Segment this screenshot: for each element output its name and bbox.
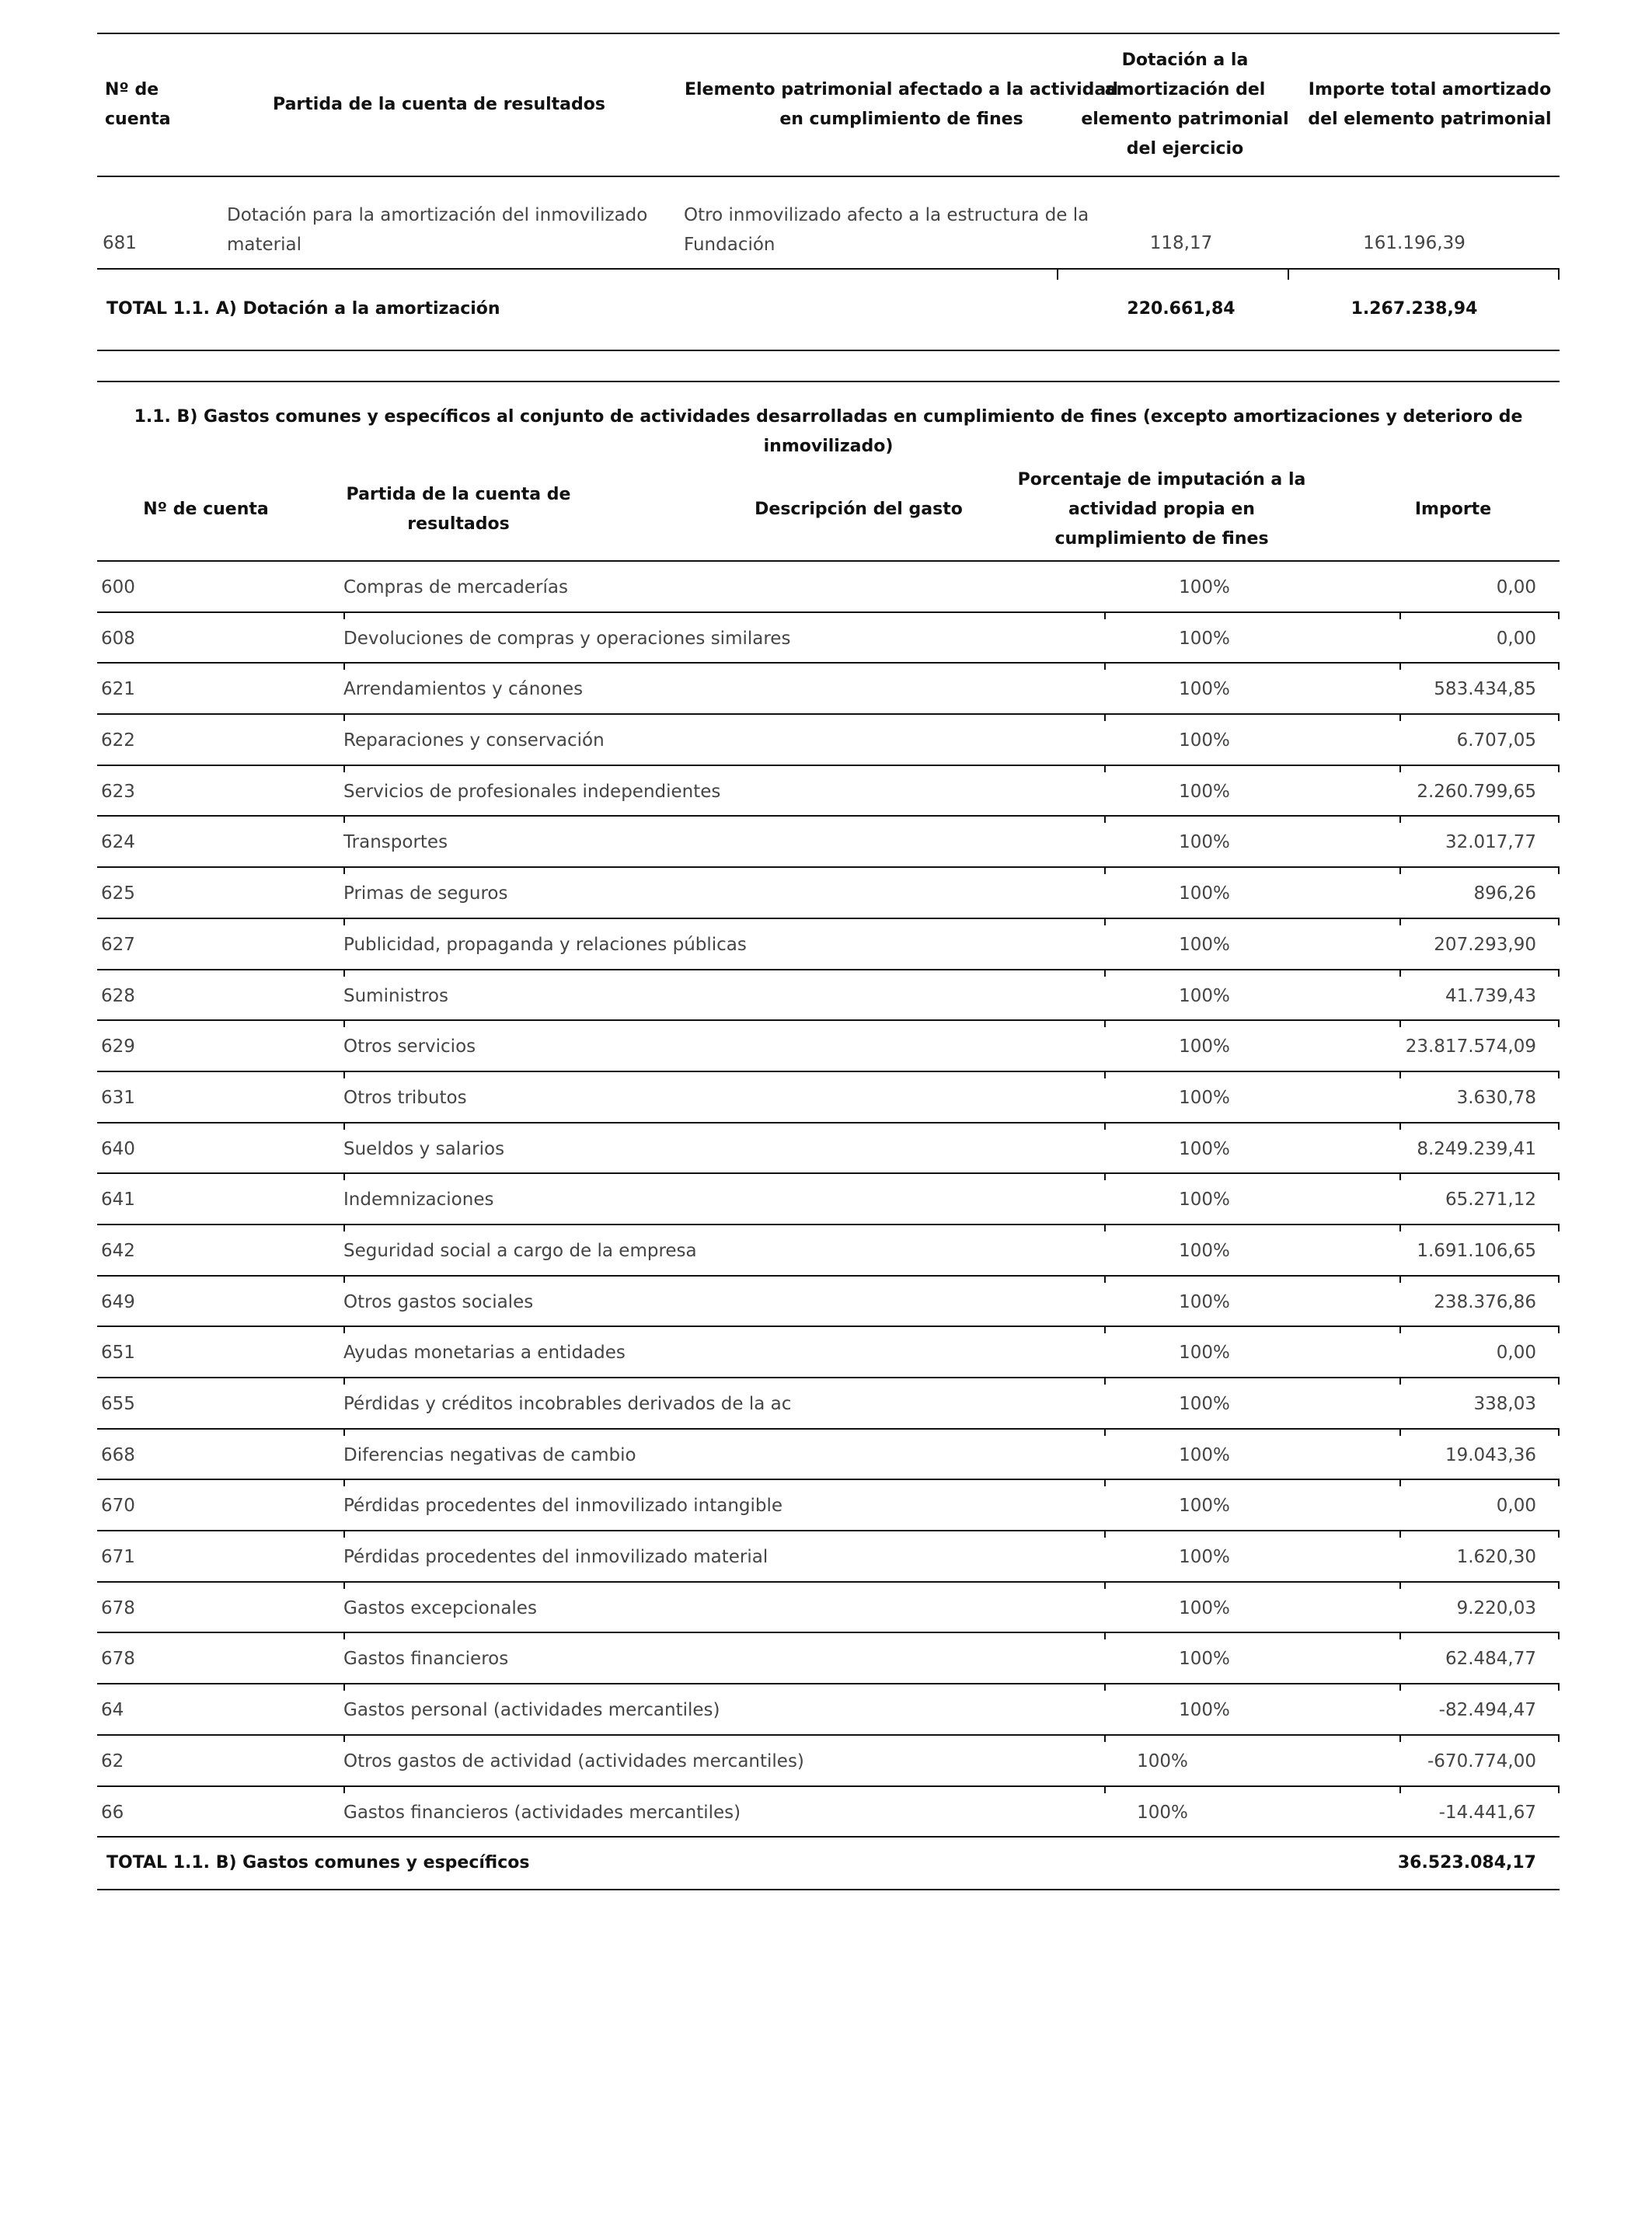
- column-divider-tick: [343, 1172, 345, 1180]
- cell-porcentaje: 100%: [1179, 832, 1230, 853]
- column-divider-tick: [1104, 866, 1106, 874]
- column-divider-tick: [1104, 815, 1106, 823]
- column-divider-tick: [1558, 1122, 1560, 1130]
- cell-importe: 207.293,90: [1434, 934, 1536, 955]
- table-row: [97, 1684, 1560, 1736]
- cell-importe: 0,00: [1496, 1343, 1536, 1364]
- column-divider-tick: [343, 1377, 345, 1385]
- column-divider-tick: [343, 1224, 345, 1231]
- column-divider-tick: [343, 1122, 345, 1130]
- column-divider-tick: [1558, 1071, 1560, 1078]
- column-divider-tick: [343, 662, 345, 670]
- column-divider-tick: [1104, 1530, 1106, 1538]
- table-row: [97, 1583, 1560, 1634]
- expenses-table: [97, 459, 1560, 1890]
- cell-partida: Suministros: [343, 985, 448, 1006]
- table-row: [97, 1225, 1560, 1277]
- cell-partida: Otros servicios: [343, 1036, 476, 1057]
- header-cuenta: Nº de cuenta: [143, 500, 269, 519]
- expenses-table-header: [97, 459, 1560, 562]
- column-divider-tick: [1104, 713, 1106, 721]
- column-divider-tick: [1104, 765, 1106, 772]
- column-divider-tick: [1558, 1275, 1560, 1283]
- column-divider-tick: [1104, 1071, 1106, 1078]
- table-row: [97, 970, 1560, 1022]
- column-divider-tick: [343, 1785, 345, 1793]
- column-divider-tick: [343, 815, 345, 823]
- column-divider-tick: [343, 1326, 345, 1333]
- column-divider-tick: [343, 1530, 345, 1538]
- column-divider-tick: [1399, 1224, 1401, 1231]
- column-divider-tick: [1558, 1632, 1560, 1639]
- column-divider-tick: [1288, 269, 1289, 280]
- table-row: [97, 1277, 1560, 1328]
- table-row: [97, 1021, 1560, 1072]
- cell-cuenta: 681: [103, 233, 137, 253]
- cell-importe: -82.494,47: [1438, 1700, 1536, 1721]
- table-row: [97, 1327, 1560, 1378]
- expenses-section: [97, 381, 1560, 1873]
- cell-partida: Transportes: [343, 832, 448, 853]
- column-divider-tick: [1399, 969, 1401, 977]
- cell-cuenta: 651: [101, 1343, 135, 1364]
- column-divider-tick: [1558, 662, 1560, 670]
- cell-partida: Sueldos y salarios: [343, 1138, 505, 1159]
- header-elemento: Elemento patrimonial afectado a la actividad en cumplimiento de fines: [684, 80, 1119, 129]
- table-row: [97, 1072, 1560, 1123]
- column-divider-tick: [1399, 1122, 1401, 1130]
- column-divider-tick: [343, 1734, 345, 1742]
- cell-importe: 0,00: [1496, 628, 1536, 649]
- table-row: [97, 817, 1560, 868]
- cell-cuenta: 649: [101, 1291, 135, 1312]
- column-divider-tick: [1399, 1632, 1401, 1639]
- cell-importe: 65.271,12: [1445, 1190, 1536, 1211]
- cell-cuenta: 668: [101, 1444, 135, 1465]
- column-divider-tick: [343, 1428, 345, 1436]
- header-importe-total: Importe total amortizado del elemento patrimonial: [1308, 80, 1552, 129]
- column-divider-tick: [343, 1275, 345, 1283]
- cell-importe: 896,26: [1473, 883, 1536, 904]
- table-row: [97, 177, 1560, 270]
- cell-porcentaje: 100%: [1179, 985, 1230, 1006]
- cell-cuenta: 678: [101, 1649, 135, 1670]
- column-divider-tick: [343, 918, 345, 925]
- column-divider-tick: [1558, 1479, 1560, 1486]
- column-divider-tick: [1558, 1019, 1560, 1027]
- cell-partida: Seguridad social a cargo de la empresa: [343, 1240, 697, 1261]
- column-divider-tick: [1104, 1377, 1106, 1385]
- column-divider-tick: [1104, 969, 1106, 977]
- cell-importe: 19.043,36: [1445, 1444, 1536, 1465]
- cell-partida: Otros tributos: [343, 1087, 467, 1108]
- cell-importe: 2.260.799,65: [1417, 781, 1536, 802]
- cell-cuenta: 670: [101, 1496, 135, 1517]
- column-divider-tick: [1399, 1581, 1401, 1589]
- cell-partida: Pérdidas procedentes del inmovilizado material: [343, 1547, 768, 1568]
- column-divider-tick: [1104, 1275, 1106, 1283]
- cell-importe-total: 161.196,39: [1363, 233, 1466, 253]
- column-divider-tick: [1558, 866, 1560, 874]
- column-divider-tick: [343, 1632, 345, 1639]
- column-divider-tick: [1104, 662, 1106, 670]
- cell-cuenta: 678: [101, 1597, 135, 1618]
- column-divider-tick: [1399, 1019, 1401, 1027]
- header-cuenta: Nº de cuenta: [105, 80, 171, 129]
- column-divider-tick: [343, 713, 345, 721]
- cell-importe: 0,00: [1496, 577, 1536, 597]
- cell-partida: Primas de seguros: [343, 883, 508, 904]
- cell-importe: 62.484,77: [1445, 1649, 1536, 1670]
- cell-dotacion: 118,17: [1149, 233, 1213, 253]
- column-divider-tick: [1399, 1326, 1401, 1333]
- column-divider-tick: [1104, 1683, 1106, 1691]
- cell-porcentaje: 100%: [1179, 1190, 1230, 1211]
- column-divider-tick: [1399, 1275, 1401, 1283]
- table-row: [97, 664, 1560, 715]
- column-divider-tick: [343, 1071, 345, 1078]
- table-row: [97, 1480, 1560, 1531]
- column-divider-tick: [1558, 713, 1560, 721]
- cell-importe: 3.630,78: [1456, 1087, 1536, 1108]
- section-title: 1.1. B) Gastos comunes y específicos al conjunto de actividades desarrolladas en cumplimiento de fines (excepto amortizaciones y deterioro de inmovilizado): [134, 407, 1523, 456]
- column-divider-tick: [1558, 1785, 1560, 1793]
- column-divider-tick: [1558, 765, 1560, 772]
- column-divider-tick: [1558, 1172, 1560, 1180]
- table-row: [97, 1378, 1560, 1430]
- cell-partida: Servicios de profesionales independientes: [343, 781, 721, 802]
- column-divider-tick: [1104, 1326, 1106, 1333]
- table-row: [97, 1633, 1560, 1684]
- cell-porcentaje: 100%: [1179, 1496, 1230, 1517]
- total-row: [97, 1838, 1560, 1890]
- column-divider-tick: [1399, 1428, 1401, 1436]
- cell-cuenta: 655: [101, 1394, 135, 1414]
- cell-cuenta: 641: [101, 1190, 135, 1211]
- column-divider-tick: [1399, 1377, 1401, 1385]
- amortization-table-header: [97, 33, 1560, 177]
- table-row: [97, 613, 1560, 664]
- column-divider-tick: [1104, 611, 1106, 619]
- cell-porcentaje: 100%: [1179, 781, 1230, 802]
- cell-importe: -670.774,00: [1427, 1751, 1536, 1771]
- cell-porcentaje: 100%: [1179, 1649, 1230, 1670]
- cell-partida: Indemnizaciones: [343, 1190, 494, 1211]
- table-row: [97, 1430, 1560, 1481]
- cell-cuenta: 629: [101, 1036, 135, 1057]
- column-divider-tick: [1399, 1683, 1401, 1691]
- cell-importe: 41.739,43: [1445, 985, 1536, 1006]
- total-dotacion: 220.661,84: [1127, 299, 1236, 319]
- table-row: [97, 919, 1560, 970]
- column-divider-tick: [1399, 611, 1401, 619]
- column-divider-tick: [1558, 1428, 1560, 1436]
- column-divider-tick: [1399, 1734, 1401, 1742]
- cell-partida: Otros gastos sociales: [343, 1291, 534, 1312]
- cell-porcentaje: 100%: [1179, 1444, 1230, 1465]
- total-label: TOTAL 1.1. A) Dotación a la amortización: [106, 299, 500, 319]
- column-divider-tick: [1104, 1632, 1106, 1639]
- column-divider-tick: [1399, 1530, 1401, 1538]
- cell-cuenta: 600: [101, 577, 135, 597]
- cell-partida: Diferencias negativas de cambio: [343, 1444, 636, 1465]
- column-divider-tick: [1558, 815, 1560, 823]
- column-divider-tick: [343, 1683, 345, 1691]
- cell-importe: 32.017,77: [1445, 832, 1536, 853]
- cell-partida: Dotación para la amortización del inmovilizado material: [227, 205, 648, 255]
- column-divider-tick: [1558, 969, 1560, 977]
- table-row: [97, 1531, 1560, 1583]
- cell-porcentaje: 100%: [1179, 1700, 1230, 1721]
- column-divider-tick: [343, 611, 345, 619]
- column-divider-tick: [1104, 918, 1106, 925]
- cell-cuenta: 640: [101, 1138, 135, 1159]
- cell-importe: 1.691.106,65: [1417, 1240, 1536, 1261]
- cell-importe: 23.817.574,09: [1405, 1036, 1536, 1057]
- column-divider-tick: [1558, 1377, 1560, 1385]
- cell-partida: Devoluciones de compras y operaciones similares: [343, 628, 791, 649]
- cell-partida: Gastos financieros (actividades mercantiles): [343, 1802, 741, 1823]
- column-divider-tick: [1399, 866, 1401, 874]
- column-divider-tick: [1558, 611, 1560, 619]
- column-divider-tick: [1399, 713, 1401, 721]
- cell-partida: Otros gastos de actividad (actividades mercantiles): [343, 1751, 804, 1771]
- cell-partida: Gastos financieros: [343, 1649, 509, 1670]
- table-row: [97, 868, 1560, 919]
- header-descripcion: Descripción del gasto: [755, 500, 963, 519]
- column-divider-tick: [1558, 1326, 1560, 1333]
- column-divider-tick: [1399, 918, 1401, 925]
- cell-importe: 0,00: [1496, 1496, 1536, 1517]
- cell-partida: Ayudas monetarias a entidades: [343, 1343, 626, 1364]
- cell-partida: Gastos personal (actividades mercantiles): [343, 1700, 720, 1721]
- column-divider-tick: [1104, 1019, 1106, 1027]
- column-divider-tick: [343, 1479, 345, 1486]
- cell-porcentaje: 100%: [1137, 1802, 1188, 1823]
- column-divider-tick: [1558, 1734, 1560, 1742]
- column-divider-tick: [1104, 1224, 1106, 1231]
- cell-porcentaje: 100%: [1179, 1036, 1230, 1057]
- header-partida: Partida de la cuenta de resultados: [273, 95, 605, 114]
- cell-cuenta: 628: [101, 985, 135, 1006]
- column-divider-tick: [343, 765, 345, 772]
- column-divider-tick: [1399, 815, 1401, 823]
- cell-partida: Gastos excepcionales: [343, 1597, 537, 1618]
- cell-cuenta: 66: [101, 1802, 124, 1823]
- column-divider-tick: [1104, 1734, 1106, 1742]
- column-divider-tick: [1104, 1479, 1106, 1486]
- cell-porcentaje: 100%: [1179, 1343, 1230, 1364]
- cell-porcentaje: 100%: [1179, 730, 1230, 751]
- column-divider-tick: [1558, 918, 1560, 925]
- cell-partida: Arrendamientos y cánones: [343, 679, 584, 700]
- column-divider-tick: [343, 866, 345, 874]
- column-divider-tick: [1399, 1071, 1401, 1078]
- cell-cuenta: 642: [101, 1240, 135, 1261]
- table-row: [97, 1123, 1560, 1175]
- column-divider-tick: [1057, 269, 1058, 280]
- cell-porcentaje: 100%: [1179, 1240, 1230, 1261]
- cell-cuenta: 623: [101, 781, 135, 802]
- total-importe-total: 1.267.238,94: [1351, 299, 1478, 319]
- column-divider-tick: [1399, 1172, 1401, 1180]
- cell-porcentaje: 100%: [1179, 934, 1230, 955]
- column-divider-tick: [1399, 765, 1401, 772]
- cell-importe: 8.249.239,41: [1417, 1138, 1536, 1159]
- column-divider-tick: [1558, 1224, 1560, 1231]
- cell-cuenta: 608: [101, 628, 135, 649]
- column-divider-tick: [343, 969, 345, 977]
- cell-porcentaje: 100%: [1179, 628, 1230, 649]
- table-row: [97, 1736, 1560, 1787]
- header-dotacion: Dotación a la amortización del elemento patrimonial del ejercicio: [1081, 51, 1289, 159]
- cell-cuenta: 631: [101, 1087, 135, 1108]
- cell-porcentaje: 100%: [1137, 1751, 1188, 1771]
- cell-porcentaje: 100%: [1179, 1138, 1230, 1159]
- column-divider-tick: [1558, 1683, 1560, 1691]
- cell-partida: Reparaciones y conservación: [343, 730, 605, 751]
- cell-cuenta: 624: [101, 832, 135, 853]
- cell-cuenta: 671: [101, 1547, 135, 1568]
- column-divider-tick: [343, 1581, 345, 1589]
- column-divider-tick: [1558, 269, 1560, 280]
- cell-importe: 1.620,30: [1456, 1547, 1536, 1568]
- cell-porcentaje: 100%: [1179, 1087, 1230, 1108]
- cell-partida: Publicidad, propaganda y relaciones públicas: [343, 934, 747, 955]
- cell-cuenta: 625: [101, 883, 135, 904]
- cell-importe: 338,03: [1473, 1394, 1536, 1414]
- column-divider-tick: [1104, 1122, 1106, 1130]
- cell-porcentaje: 100%: [1179, 883, 1230, 904]
- expenses-rows: [97, 562, 1560, 1838]
- table-row: [97, 715, 1560, 766]
- cell-importe: 9.220,03: [1456, 1597, 1536, 1618]
- header-importe: Importe: [1414, 500, 1492, 519]
- cell-importe: -14.441,67: [1438, 1802, 1536, 1823]
- cell-elemento: Otro inmovilizado afecto a la estructura de la Fundación: [684, 205, 1089, 255]
- column-divider-tick: [1104, 1172, 1106, 1180]
- table-row: [97, 1787, 1560, 1838]
- cell-porcentaje: 100%: [1179, 1597, 1230, 1618]
- column-divider-tick: [343, 1019, 345, 1027]
- header-porcentaje: Porcentaje de imputación a la actividad propia en cumplimiento de fines: [1017, 470, 1306, 549]
- column-divider-tick: [1399, 1785, 1401, 1793]
- cell-porcentaje: 100%: [1179, 1394, 1230, 1414]
- table-row: [97, 1174, 1560, 1225]
- header-partida: Partida de la cuenta de resultados: [346, 485, 571, 534]
- total-label: TOTAL 1.1. B) Gastos comunes y específicos: [106, 1853, 530, 1873]
- column-divider-tick: [1104, 1785, 1106, 1793]
- cell-cuenta: 621: [101, 679, 135, 700]
- cell-porcentaje: 100%: [1179, 1291, 1230, 1312]
- column-divider-tick: [1558, 1581, 1560, 1589]
- column-divider-tick: [1399, 662, 1401, 670]
- cell-importe: 583.434,85: [1434, 679, 1536, 700]
- column-divider-tick: [1104, 1581, 1106, 1589]
- cell-partida: Compras de mercaderías: [343, 577, 568, 597]
- cell-porcentaje: 100%: [1179, 577, 1230, 597]
- cell-importe: 238.376,86: [1434, 1291, 1536, 1312]
- column-divider-tick: [1399, 1479, 1401, 1486]
- cell-partida: Pérdidas procedentes del inmovilizado intangible: [343, 1496, 783, 1517]
- cell-cuenta: 622: [101, 730, 135, 751]
- cell-porcentaje: 100%: [1179, 1547, 1230, 1568]
- cell-importe: 6.707,05: [1456, 730, 1536, 751]
- column-divider-tick: [1558, 1530, 1560, 1538]
- total-importe: 36.523.084,17: [1397, 1853, 1536, 1873]
- amortization-table: [97, 33, 1560, 351]
- cell-cuenta: 64: [101, 1700, 124, 1721]
- total-row: [97, 270, 1560, 351]
- cell-cuenta: 62: [101, 1751, 124, 1771]
- table-row: [97, 562, 1560, 613]
- cell-partida: Pérdidas y créditos incobrables derivados de la ac: [343, 1394, 792, 1414]
- table-row: [97, 766, 1560, 817]
- cell-cuenta: 627: [101, 934, 135, 955]
- column-divider-tick: [1104, 1428, 1106, 1436]
- cell-porcentaje: 100%: [1179, 679, 1230, 700]
